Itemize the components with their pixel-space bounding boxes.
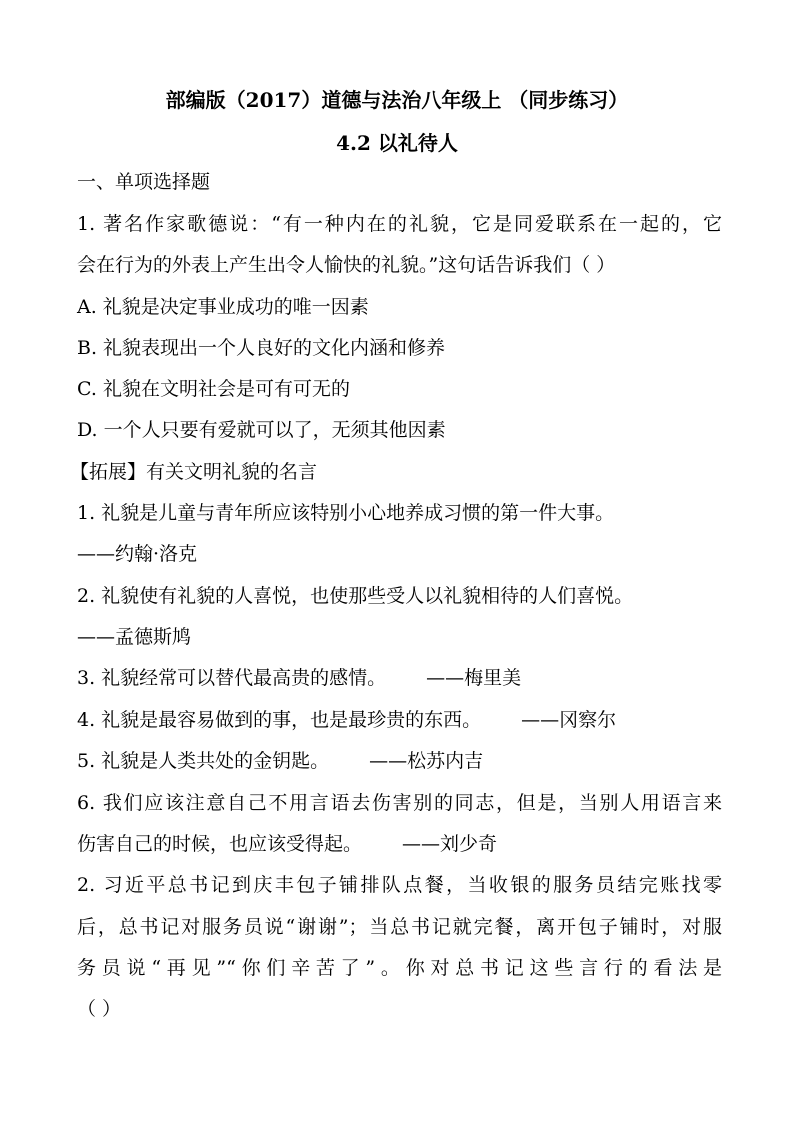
question1-option-a: A. 礼貌是决定事业成功的唯一因素 <box>77 296 369 318</box>
extension-heading: 【拓展】有关文明礼貌的名言 <box>70 461 318 483</box>
quote4-text: 4. 礼貌是最容易做到的事，也是最珍贵的东西。 <box>77 709 482 731</box>
question2-line4: （ ） <box>77 998 122 1020</box>
quote2-author: ——孟德斯鸠 <box>77 626 192 648</box>
question1-stem-line1: 1. 著名作家歌德说：“有一种内在的礼貌，它是同爱联系在一起的，它 <box>77 213 722 235</box>
quote3 <box>77 664 722 692</box>
quote4-author: ——冈察尔 <box>521 709 617 731</box>
lesson-subtitle: 4.2 以礼待人 <box>336 131 458 155</box>
quote6-line2 <box>77 830 722 858</box>
quote6-text: 伤害自己的时候，也应该受得起。 <box>77 833 363 855</box>
quote4 <box>77 706 722 734</box>
quote1-text: 1. 礼貌是儿童与青年所应该特别小心地养成习惯的第一件大事。 <box>77 502 615 524</box>
quote1-author: ——约翰·洛克 <box>77 543 198 565</box>
quote5 <box>77 747 722 775</box>
quote6-line1: 6. 我们应该注意自己不用言语去伤害别的同志，但是，当别人用语言来 <box>77 792 722 814</box>
quote5-author: ——松苏内吉 <box>369 750 484 772</box>
quote3-author: ——梅里美 <box>426 667 522 689</box>
quote2-text: 2. 礼貌使有礼貌的人喜悦，也使那些受人以礼貌相待的人们喜悦。 <box>77 585 634 607</box>
section-heading: 一、单项选择题 <box>77 171 211 193</box>
document-title: 部编版（2017）道德与法治八年级上 （同步练习） <box>165 88 629 112</box>
quote3-text: 3. 礼貌经常可以替代最高贵的感情。 <box>77 667 387 689</box>
quote6-author: ——刘少奇 <box>402 833 498 855</box>
quote5-text: 5. 礼貌是人类共处的金钥匙。 <box>77 750 330 772</box>
question1-option-c: C. 礼貌在文明社会是可有可无的 <box>77 378 350 400</box>
question1-option-b: B. 礼貌表现出一个人良好的文化内涵和修养 <box>77 337 446 359</box>
question1-option-d: D. 一个人只要有爱就可以了，无须其他因素 <box>77 419 446 441</box>
question1-stem-line2: 会在行为的外表上产生出令人愉快的礼貌。”这句话告诉我们（ ） <box>77 254 616 276</box>
question2-line3: 务员说“再见”“你们辛苦了”。你对总书记这些言行的看法是 <box>77 957 722 979</box>
question2-line1: 2. 习近平总书记到庆丰包子铺排队点餐，当收银的服务员结完账找零 <box>77 874 722 896</box>
question2-line2: 后，总书记对服务员说“谢谢”；当总书记就完餐，离开包子铺时，对服 <box>77 916 722 938</box>
